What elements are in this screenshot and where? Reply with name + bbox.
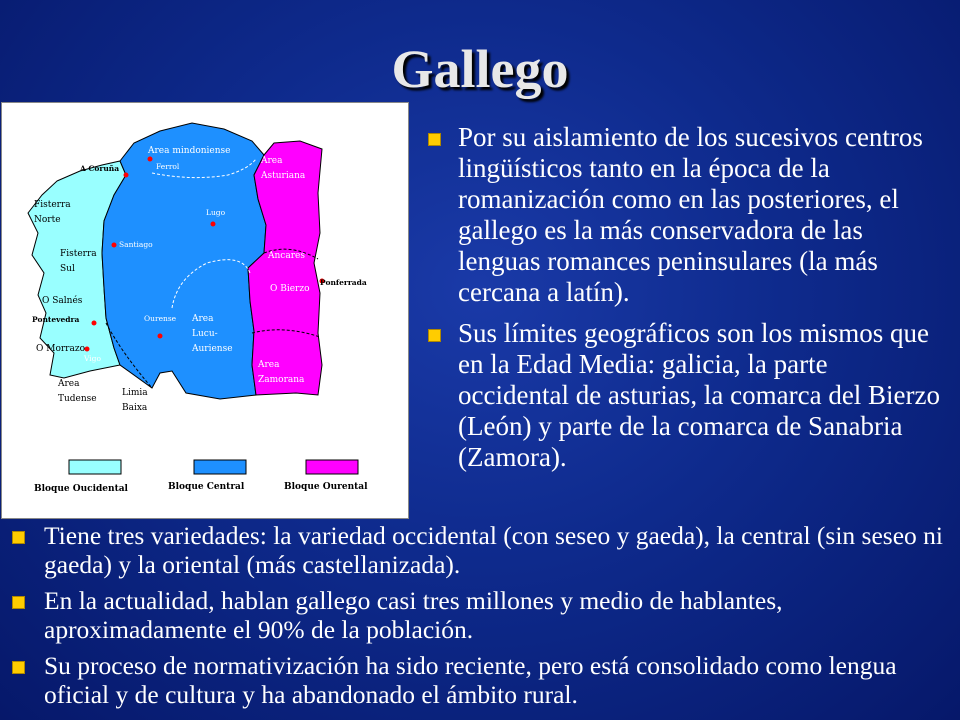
label-fisterra-sul-1: Fisterra: [60, 249, 97, 259]
label-lucu-2: Lucu-: [192, 329, 218, 339]
bullet-text: Sus límites geográficos son los mismos que en la Edad Media: galicia, la parte occidental de asturias, la comarca del Bierzo (León) y parte de la comarca de Sanabria (Zamora).: [458, 318, 941, 472]
label-ferrol: Ferrol: [156, 162, 180, 171]
bullet-text: Por su aislamiento de los sucesivos centros lingüísticos tanto en la época de la romanización como en las posteriores, el gallego es la más conservadora de las lenguas romances peninsulares (la más cercana a latín).: [458, 122, 923, 307]
bullet-square-icon: [428, 329, 441, 342]
label-fisterra-norte-1: Fisterra: [34, 200, 71, 210]
label-santiago: Santiago: [119, 240, 153, 249]
bullet-item: [424, 318, 944, 473]
city-dot-santiago: [112, 243, 117, 248]
label-o-morrazo: O Morrazo: [36, 344, 86, 354]
bullet-item: [10, 521, 955, 579]
legend-swatch-occidental: [69, 460, 121, 474]
bullet-text: En la actualidad, hablan gallego casi tres millones y medio de hablantes, aproximadamente el 90% de la población.: [44, 586, 783, 644]
label-area-zamorana-1: Area: [258, 360, 280, 370]
label-lucu-3: Auriense: [192, 344, 233, 354]
label-area-tudense-1: Area: [58, 379, 80, 389]
bullet-item: [424, 122, 944, 308]
label-o-bierzo: O Bierzo: [270, 284, 310, 294]
label-lucu-1: Area: [192, 314, 214, 324]
dialect-map: [1, 102, 409, 519]
label-o-salnes: O Salnés: [42, 296, 83, 306]
city-dot-lugo: [211, 222, 216, 227]
label-area-asturiana-2: Asturiana: [261, 171, 306, 181]
label-lugo: Lugo: [206, 208, 226, 217]
city-dot-pontevedra: [92, 321, 97, 326]
bullet-square-icon: [12, 661, 25, 674]
label-pontevedra: Pontevedra: [32, 315, 80, 324]
legend-label-occidental: Bloque Oucidental: [34, 484, 128, 494]
label-limia-2: Baixa: [122, 403, 148, 413]
label-ancares: Ancares: [268, 251, 305, 261]
label-limia-1: Limia: [122, 388, 148, 398]
city-dot-ourense: [158, 334, 163, 339]
city-dot-ferrol: [148, 157, 153, 162]
bullet-square-icon: [12, 596, 25, 609]
bullet-square-icon: [12, 531, 25, 544]
legend-label-oriental: Bloque Ourental: [284, 482, 368, 492]
legend-swatch-central: [194, 460, 246, 474]
city-dot-vigo: [85, 347, 90, 352]
label-fisterra-norte-2: Norte: [34, 215, 61, 225]
right-bullet-list: [424, 122, 944, 483]
legend-label-central: Bloque Central: [168, 482, 245, 492]
label-fisterra-sul-2: Sul: [60, 264, 75, 274]
label-area-mindoniense: Area mindoniense: [148, 146, 231, 156]
label-a-coruna: A Coruña: [80, 164, 120, 173]
label-area-tudense-2: Tudense: [58, 394, 97, 404]
city-dot-coruna: [124, 173, 129, 178]
legend-swatch-oriental: [306, 460, 358, 474]
bullet-item: [10, 586, 955, 644]
bullet-item: [10, 651, 955, 709]
bullet-text: Tiene tres variedades: la variedad occidental (con seseo y gaeda), la central (sin seseo ni gaeda) y la oriental (más castellanizada).: [44, 521, 943, 579]
label-vigo: Vigo: [84, 354, 101, 363]
bullet-square-icon: [428, 133, 441, 146]
label-area-asturiana-1: Area: [261, 156, 283, 166]
slide-title: Gallego: [391, 39, 569, 99]
label-area-zamorana-2: Zamorana: [258, 375, 305, 385]
dialect-map-svg: [2, 103, 408, 518]
bullet-text: Su proceso de normativización ha sido reciente, pero está consolidado como lengua oficial y de cultura y ha abandonado el ámbito rural.: [44, 651, 897, 709]
label-ourense: Ourense: [144, 314, 177, 323]
bottom-bullet-list: [10, 521, 955, 716]
region-central: [102, 123, 266, 399]
label-ponferrada: Ponferrada: [320, 278, 367, 287]
